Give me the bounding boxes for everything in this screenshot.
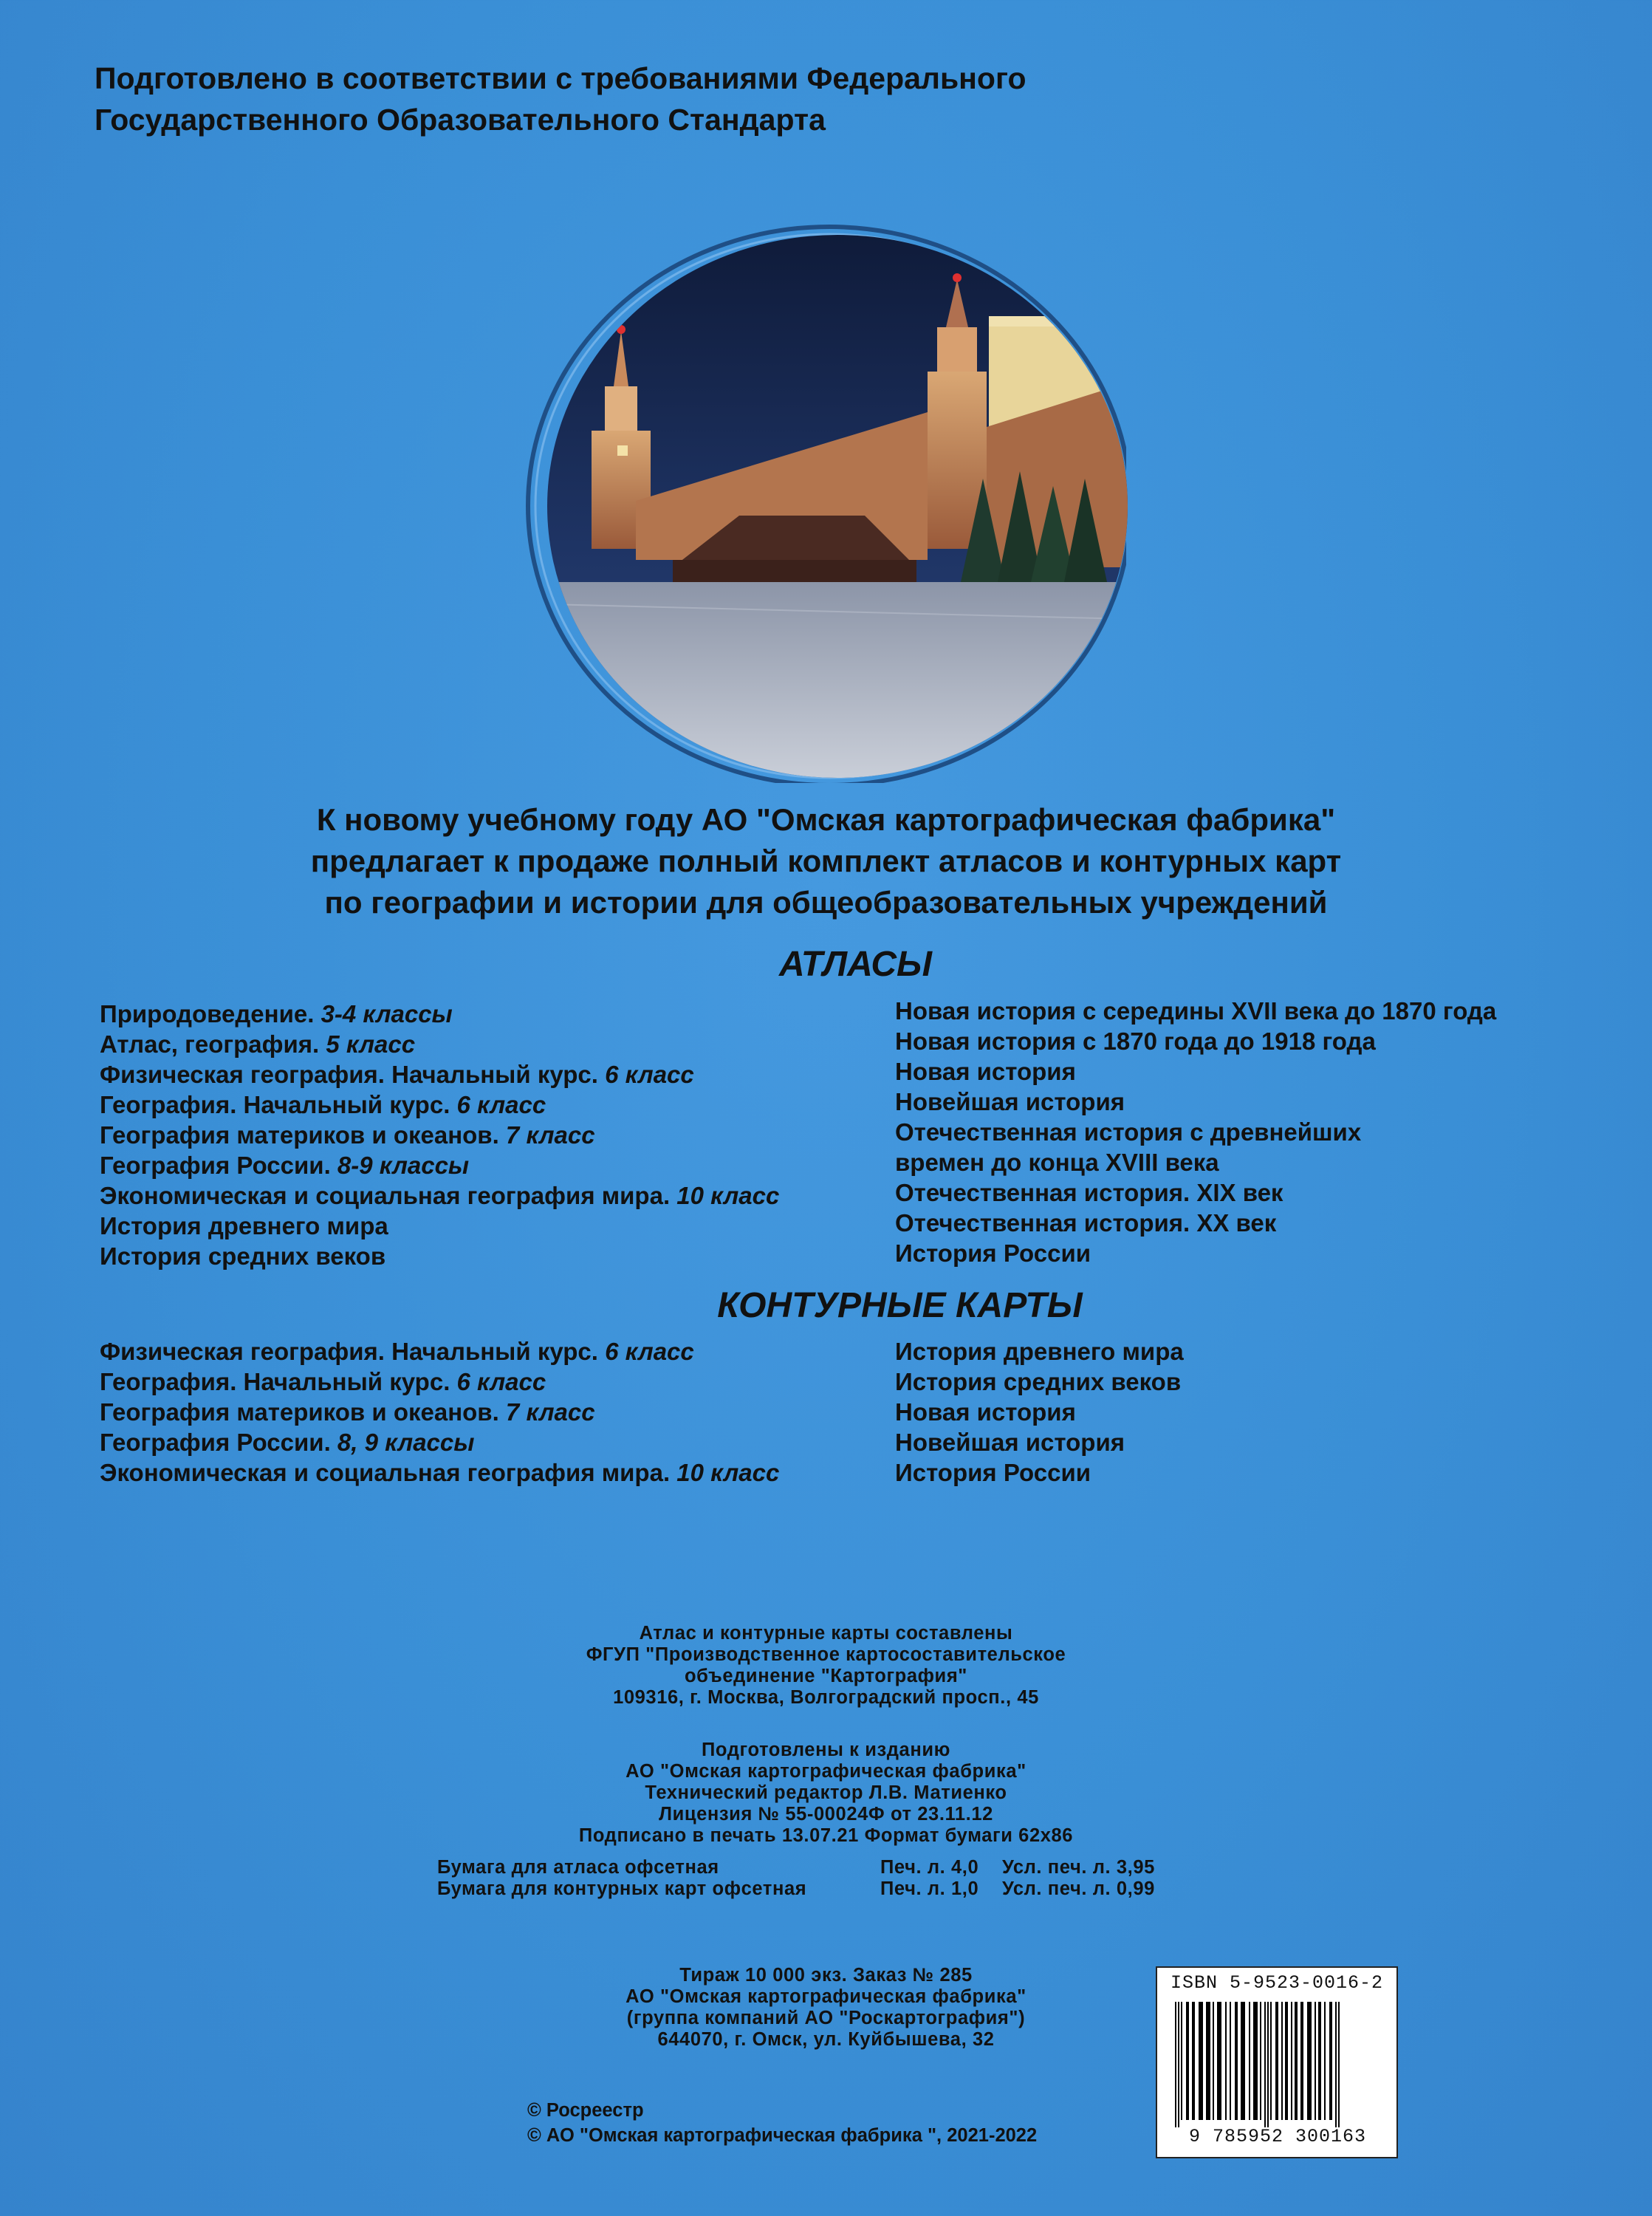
barcode-bar [1291, 2002, 1292, 2120]
copyright-line-1: © Росреестр [527, 2100, 644, 2121]
barcode-bar [1335, 2002, 1337, 2127]
list-item: История древнего мира [100, 1212, 388, 1239]
kremlin-photo [521, 222, 1141, 790]
imprint-line: АО "Омская картографическая фабрика" [626, 1986, 1026, 2007]
list-item: Отечественная история. XX век [895, 1209, 1277, 1237]
imprint-line: Атлас и контурные карты составлены [639, 1623, 1013, 1644]
list-item: География материков и океанов. 7 класс [100, 1398, 595, 1426]
imprint-line: Тираж 10 000 экз. Заказ № 285 [679, 1965, 973, 1986]
publisher-block [0, 1965, 1652, 2051]
prepared-by-block [0, 1740, 1652, 1847]
barcode-bar [1186, 2002, 1189, 2120]
list-item: История древнего мира [895, 1338, 1184, 1365]
imprint-line: 109316, г. Москва, Волгоградский просп., 45 [613, 1687, 1039, 1708]
isbn-barcode-box [1156, 1966, 1398, 2158]
barcode-bar [1281, 2002, 1283, 2120]
spec-row: Бумага для атласа офсетная Печ. л. 4,0 Усл. печ. л. 3,95 [437, 1857, 1155, 1878]
intro-line-1: К новому учебному году АО "Омская картографическая фабрика" [316, 802, 1336, 837]
header-text [95, 58, 1026, 140]
barcode-bar [1275, 2002, 1278, 2120]
contour-maps-left-list [100, 1336, 779, 1488]
contour-maps-right-list [895, 1336, 1184, 1488]
barcode-bar [1181, 2002, 1182, 2120]
barcode-bar [1253, 2002, 1258, 2120]
list-item: Новая история [895, 1058, 1076, 1085]
barcode-bar [1338, 2002, 1340, 2127]
imprint-line: (группа компаний АО "Роскартография") [626, 2008, 1026, 2028]
barcode-bar [1295, 2002, 1298, 2120]
contour-maps-title: КОНТУРНЫЕ КАРТЫ [717, 1286, 1083, 1325]
list-item: Новая история с 1870 года до 1918 года [895, 1027, 1376, 1055]
header-line-1: Подготовлено в соответствии с требованиями Федерального [95, 61, 1026, 95]
kremlin-night-scene [547, 235, 1128, 778]
imprint-line: 644070, г. Омск, ул. Куйбышева, 32 [657, 2029, 995, 2050]
list-item: География. Начальный курс. 6 класс [100, 1091, 546, 1118]
list-item: Отечественная история с древнейших [895, 1118, 1362, 1146]
imprint-line: Подготовлены к изданию [702, 1740, 950, 1760]
list-item: История средних веков [100, 1242, 386, 1270]
barcode-bar [1315, 2002, 1316, 2120]
barcode-bar [1270, 2002, 1272, 2120]
atlases-title: АТЛАСЫ [778, 945, 933, 984]
list-item: История России [895, 1239, 1091, 1267]
copyright-line-2: © АО "Омская картографическая фабрика ", 2021-2022 [527, 2125, 1038, 2146]
barcode-bar [1329, 2002, 1332, 2120]
barcode-bar [1192, 2002, 1195, 2120]
list-item: География России. 8-9 классы [100, 1152, 470, 1179]
list-item: Новая история [895, 1398, 1076, 1426]
list-item: Отечественная история. XIX век [895, 1179, 1283, 1206]
barcode-bar [1199, 2002, 1203, 2120]
list-item: История средних веков [895, 1368, 1182, 1395]
list-item: времен до конца XVIII века [895, 1149, 1219, 1176]
imprint-line: Технический редактор Л.В. Матиенко [645, 1782, 1007, 1803]
spec-row: Бумага для контурных карт офсетная Печ. л. 1,0 Усл. печ. л. 0,99 [437, 1878, 1155, 1899]
barcode-bar [1213, 2002, 1214, 2120]
list-item: Новая история с середины XVII века до 1870 года [895, 997, 1497, 1025]
list-item: История России [895, 1459, 1091, 1486]
barcode-bar [1175, 2002, 1176, 2127]
imprint-line: АО "Омская картографическая фабрика" [626, 1761, 1026, 1782]
barcode-digits: 9 785952 300163 [1188, 2126, 1367, 2147]
barcode-bar [1178, 2002, 1179, 2127]
barcode-bar [1249, 2002, 1250, 2120]
barcode-icon [1173, 2002, 1383, 2127]
list-item: Физическая география. Начальный курс. 6 класс [100, 1061, 694, 1088]
imprint-line: объединение "Картография" [684, 1666, 967, 1686]
barcode-bar [1235, 2002, 1238, 2120]
list-item: Новейшая история [895, 1088, 1125, 1115]
list-item: Экономическая и социальная география мира. 10 класс [100, 1182, 780, 1209]
barcode-bar [1324, 2002, 1326, 2120]
barcode-bar [1267, 2002, 1269, 2127]
copyright-block [527, 2098, 1037, 2148]
atlases-right-list [895, 996, 1496, 1268]
barcode-bar [1285, 2002, 1288, 2120]
list-item: Атлас, география. 5 класс [100, 1030, 416, 1058]
barcode-bar [1206, 2002, 1210, 2120]
atlases-left-list [100, 999, 779, 1271]
barcode-bar [1230, 2002, 1231, 2120]
list-item: Экономическая и социальная география мира. 10 класс [100, 1459, 780, 1486]
list-item: Новейшая история [895, 1429, 1125, 1456]
paper-specs-table [437, 1857, 1155, 1900]
barcode-bar [1225, 2002, 1227, 2120]
list-item: География. Начальный курс. 6 класс [100, 1368, 546, 1395]
imprint-line: ФГУП "Производственное картосоставительское [586, 1644, 1066, 1665]
imprint-line: Подписано в печать 13.07.21 Формат бумаги 62х86 [578, 1825, 1074, 1846]
barcode-bar [1241, 2002, 1245, 2120]
barcode-bar [1300, 2002, 1303, 2120]
barcode-bar [1260, 2002, 1261, 2120]
barcode-bar [1318, 2002, 1321, 2120]
list-item: Физическая география. Начальный курс. 6 класс [100, 1338, 694, 1365]
barcode-bar [1307, 2002, 1312, 2120]
list-item: Природоведение. 3-4 классы [100, 1000, 453, 1027]
barcode-bar [1264, 2002, 1266, 2127]
header-line-2: Государственного Образовательного Стандарта [95, 103, 826, 137]
imprint-line: Лицензия № 55-00024Ф от 23.11.12 [659, 1804, 993, 1825]
compiled-by-block [0, 1623, 1652, 1709]
intro-text [0, 799, 1652, 923]
intro-line-2: предлагает к продаже полный комплект атласов и контурных карт [310, 844, 1342, 878]
barcode-bar [1217, 2002, 1221, 2120]
isbn-label: ISBN 5-9523-0016-2 [1170, 1972, 1384, 1994]
list-item: География материков и океанов. 7 класс [100, 1121, 595, 1149]
intro-line-3: по географии и истории для общеобразовательных учреждений [324, 885, 1328, 920]
list-item: География России. 8, 9 классы [100, 1429, 475, 1456]
